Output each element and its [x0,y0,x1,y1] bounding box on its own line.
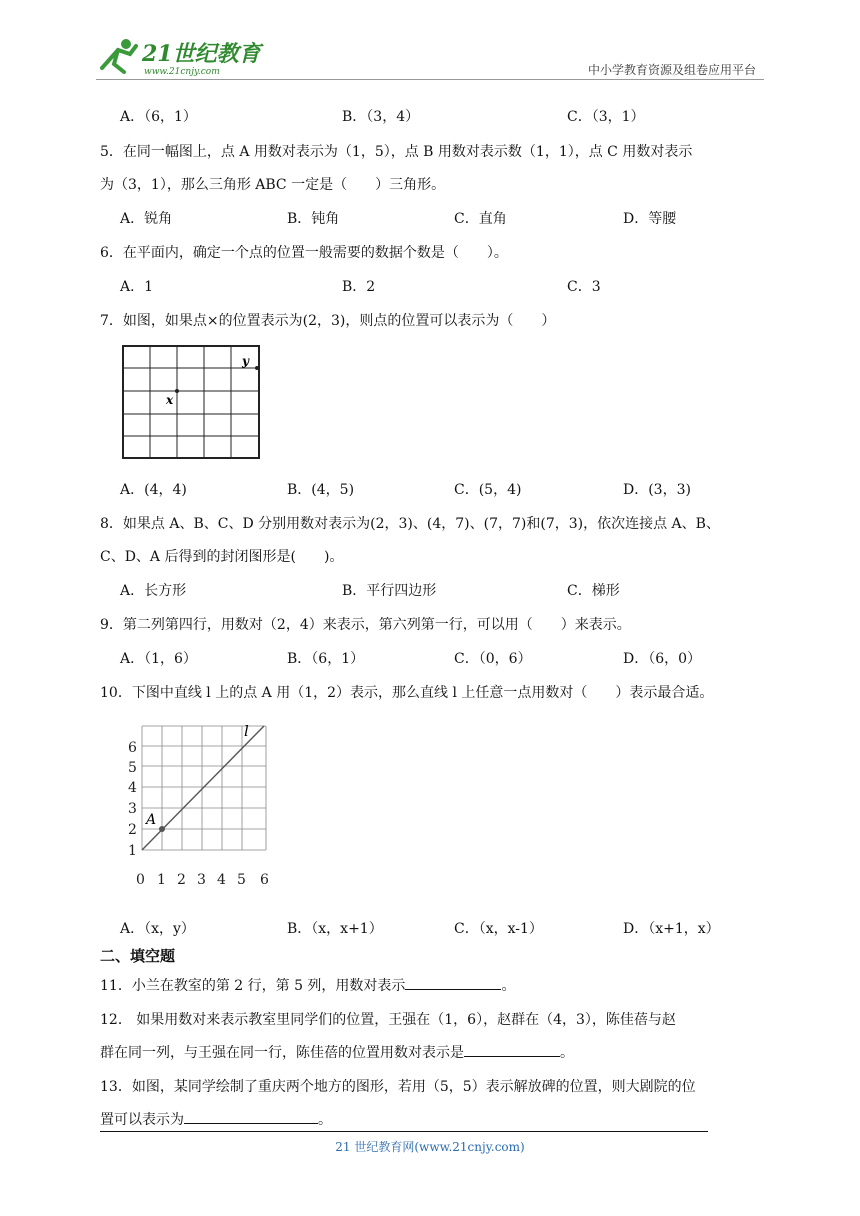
q7-option-b: B．(4，5) [287,482,355,498]
q8-option-b: B．平行四边形 [342,583,437,599]
q8-line2: C、D、A 后得到的封闭图形是( )。 [100,549,344,565]
q12-line2 [100,1042,574,1062]
q13-line1: 13．如图，某同学绘制了重庆两个地方的图形，若用（5，5）表示解放碑的位置，则大剧院的位 [100,1079,696,1095]
q9-option-a: A．（1，6） [120,651,197,667]
q7-label-y: y [242,354,249,368]
q12-end: 。 [560,1045,574,1061]
q11-text: 11．小兰在教室的第 2 行，第 5 列，用数对表示 [100,978,406,994]
footer-link[interactable]: 21 世纪教育网(www.21cnjy.com) [335,1140,525,1154]
q12-answer-blank[interactable] [464,1042,560,1057]
q10-xtick-5: 5 [237,872,246,888]
q9-option-b: B．（6，1） [287,651,365,667]
q9-option-d: D．（6，0） [623,651,702,667]
logo-graphic [96,34,266,80]
q7-option-d: D．(3，3) [623,482,691,498]
q10-line1: 10．下图中直线 l 上的点 A 用（1，2）表示，那么直线 l 上任意一点用数对（ ）表示最合适。 [100,685,714,701]
footer-divider [100,1131,708,1132]
q13-end: 。 [318,1112,332,1128]
q8-option-c: C．梯形 [567,583,620,599]
q10-xtick-2: 2 [177,872,186,888]
q10-ytick-5: 5 [128,760,137,776]
site-logo [96,34,266,80]
q11-line [100,975,515,995]
q10-option-b: B．（x，x+1） [287,921,383,937]
q13-answer-blank[interactable] [184,1109,318,1124]
q7-grid-figure [121,344,263,466]
q11-answer-blank[interactable] [405,975,501,990]
q5-option-c: C．直角 [454,211,507,227]
q5-option-b: B．钝角 [287,211,340,227]
q10-option-a: A．（x，y） [120,921,195,937]
q5-line2: 为（3，1），那么三角形 ABC 一定是（ ）三角形。 [100,177,446,193]
q6-option-a: A．1 [120,279,154,295]
q10-option-d: D．（x+1，x） [623,921,720,937]
q13-text: 置可以表示为 [100,1112,184,1128]
q6-option-b: B．2 [342,279,376,295]
logo-text: 21世纪教育 [142,41,261,67]
q5-option-d: D．等腰 [623,211,677,227]
q9-line1: 9．第二列第四行，用数对（2，4）来表示，第六列第一行，可以用（ ）来表示。 [100,617,631,633]
q10-xtick-0: 0 [136,872,145,888]
header-divider [96,79,764,80]
q10-xtick-3: 3 [197,872,206,888]
q6-line1: 6．在平面内，确定一个点的位置一般需要的数据个数是（ ）。 [100,245,508,261]
q10-ytick-4: 4 [128,780,137,796]
q9-option-c: C．（0，6） [454,651,532,667]
q10-ytick-2: 2 [128,822,137,838]
q7-option-a: A．(4，4) [120,482,187,498]
q13-line2 [100,1109,332,1129]
q10-point-label: A [146,812,157,828]
q8-line1: 8．如果点 A、B、C、D 分别用数对表示为(2，3)、(4，7)、(7，7)和(7，3)，依次连接点 A、B、 [100,516,720,532]
q10-ytick-6: 6 [128,740,137,756]
site-name: 中小学教育资源及组卷应用平台 [587,63,756,77]
q10-xtick-1: 1 [157,872,166,888]
q6-option-c: C．3 [567,279,601,295]
q10-option-c: C．（x，x-1） [454,921,543,937]
q10-line-label: l [244,722,249,740]
q11-end: 。 [501,978,516,994]
q7-label-x: x [166,393,174,407]
q4-option-b: B．（3，4） [342,109,420,125]
q4-option-c: C．（3，1） [567,109,645,125]
section-title-fill-blank: 二、填空题 [100,947,176,965]
q12-line1: 12． 如果用数对来表示教室里同学们的位置，王强在（1，6），赵群在（4，3），陈佳蓓与赵 [100,1012,676,1028]
q5-option-a: A．锐角 [120,211,173,227]
q5-line1: 5．在同一幅图上，点 A 用数对表示为（1，5），点 B 用数对表示数（1，1），点 C 用数对表示 [100,144,693,160]
q10-ytick-1: 1 [128,843,137,859]
logo-url: www.21cnjy.com [144,67,220,77]
q10-xtick-4: 4 [217,872,226,888]
q10-xtick-6: 6 [260,872,269,888]
q8-option-a: A．长方形 [120,583,187,599]
q7-option-c: C．(5，4) [454,482,522,498]
q4-option-a: A．（6，1） [120,109,197,125]
q10-coordinate-figure [118,720,278,896]
q7-line1: 7．如图，如果点×的位置表示为(2，3)，则点的位置可以表示为（ ） [100,313,556,329]
q10-ytick-3: 3 [128,801,137,817]
q12-text: 群在同一列，与王强在同一行，陈佳蓓的位置用数对表示是 [100,1045,464,1061]
